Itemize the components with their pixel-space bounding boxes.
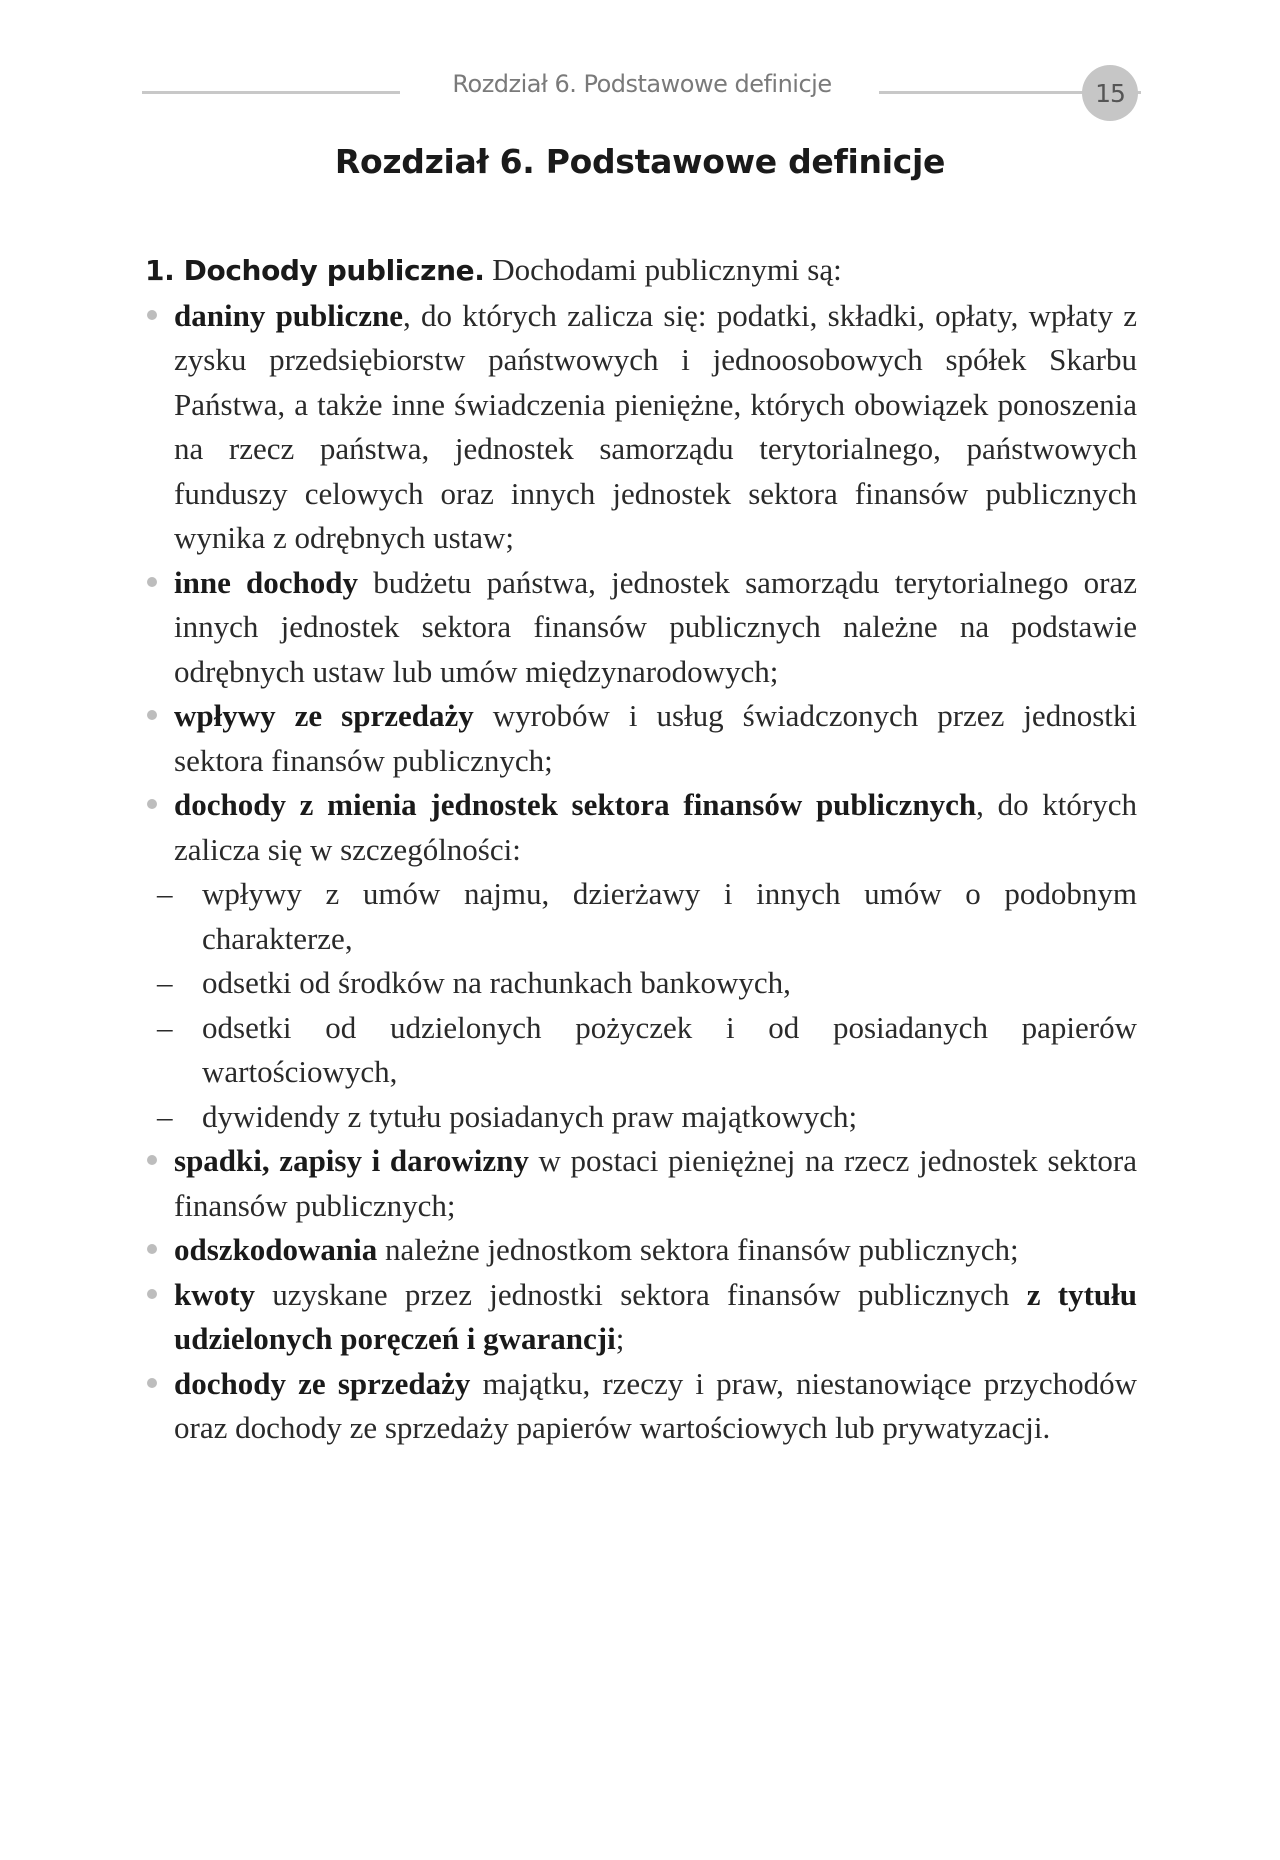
definition: w postaci pieniężnej na rzecz jednostek sektora finansów publicznych; — [174, 1143, 1137, 1223]
running-header-title: Rozdział 6. Podstawowe definicje — [452, 70, 832, 98]
header-rule-left — [142, 91, 400, 94]
bullet-icon — [147, 1155, 157, 1165]
dash-icon: – — [157, 876, 173, 911]
sub-list — [145, 872, 1137, 1139]
section-heading: 1. Dochody publiczne. — [145, 254, 485, 287]
list-item — [145, 294, 1137, 561]
definition: budżetu państwa, jednostek samorządu terytorialnego oraz innych jednostek sektora finansów publicznych należne na podstawie odrębnych ustaw lub umów międzynarodowych; — [174, 564, 1137, 689]
bullet-icon — [147, 1289, 157, 1299]
list-item: kwoty uzyskane przez jednostki sektora finansów publicznych z tytułu udzielonych poręczeń i gwarancji; — [145, 1273, 1137, 1362]
list-item — [145, 694, 1137, 783]
section-intro: Dochodami publicznymi są: — [484, 252, 842, 287]
sub-list-item: – wpływy z umów najmu, dzierżawy i innych umów o podobnym charakterze, — [145, 872, 1137, 961]
list-item — [145, 1228, 1137, 1273]
definition: , do których zalicza się w szczególności: — [174, 787, 1137, 867]
sub-list-item: – odsetki od środków na rachunkach bankowych, — [145, 961, 1137, 1006]
definition: , do których zalicza się: podatki, składki, opłaty, wpłaty z zysku przedsiębiorstw państwowych i jednoosobowych spółek Skarbu Państwa, a także inne świadczenia pieniężne, których obowiązek ponoszenia na rzecz państwa, jednostek samorządu terytorialnego, państwowych funduszy celowych oraz innych jednostek sektora finansów publicznych wynika z odrębnych ustaw; — [174, 297, 1137, 555]
bullet-icon — [147, 1244, 157, 1254]
income-list — [145, 294, 1137, 1451]
chapter-title: Rozdział 6. Podstawowe definicje — [334, 142, 946, 181]
running-header — [142, 60, 1135, 120]
bullet-icon — [147, 799, 157, 809]
dash-icon: – — [157, 1009, 173, 1045]
term: spadki, zapisy i darowizny — [174, 1143, 529, 1178]
term: odszkodowania — [174, 1232, 378, 1267]
sub-list-item: – dywidendy z tytułu posiadanych praw majątkowych; — [145, 1095, 1137, 1140]
definition: należne jednostkom sektora finansów publicznych; — [377, 1232, 1019, 1267]
term: daniny publiczne — [174, 297, 404, 333]
bullet-icon — [147, 1378, 157, 1388]
section-lead — [145, 248, 1137, 294]
definition: uzyskane przez jednostki sektora finansów publicznych — [254, 1276, 1027, 1312]
definition: wyrobów i usług świadczonych przez jednostki sektora finansów publicznych; — [174, 698, 1137, 778]
list-item — [145, 1139, 1137, 1228]
term: inne dochody — [174, 564, 359, 600]
page-number-badge: 15 — [1082, 65, 1138, 121]
term: dochody ze sprzedaży — [174, 1365, 471, 1401]
term-emphasis: z tytułu udzielonych poręczeń i gwarancji — [174, 1276, 1138, 1356]
list-item — [145, 783, 1137, 1139]
bullet-icon — [147, 310, 157, 320]
page-content — [145, 248, 1137, 1451]
dash-icon: – — [157, 1098, 173, 1134]
list-item — [145, 1362, 1137, 1451]
dash-icon: – — [157, 965, 173, 1000]
term: kwoty — [174, 1276, 255, 1312]
list-item — [145, 561, 1137, 695]
bullet-icon — [147, 710, 157, 720]
bullet-icon — [147, 577, 157, 587]
sub-list-item: – odsetki od udzielonych pożyczek i od posiadanych papierów wartościowych, — [145, 1006, 1137, 1095]
term: wpływy ze sprzedaży — [174, 698, 474, 733]
definition: majątku, rzeczy i praw, niestanowiące przychodów oraz dochody ze sprzedaży papierów wartościowych lub prywatyzacji. — [174, 1365, 1137, 1445]
term: dochody z mienia jednostek sektora finansów publicznych — [174, 787, 977, 822]
